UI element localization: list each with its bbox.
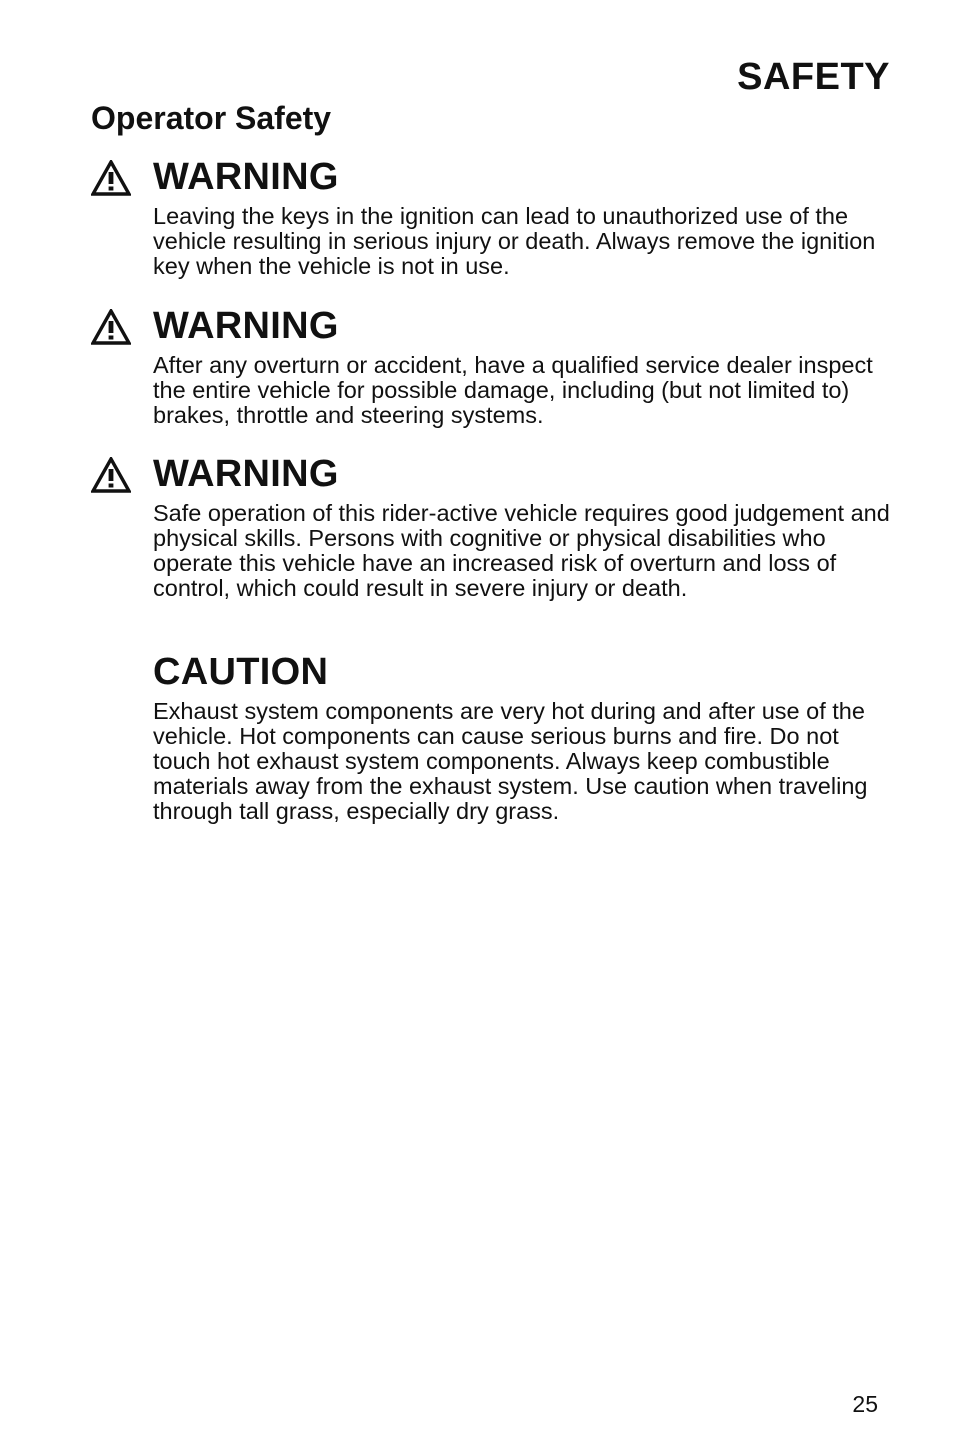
notice-body: Leaving the keys in the ignition can lead to unauthorized use of the vehicle resulting in serious injury or death. Always remove the ignition key when the vehicle is not in use.	[153, 203, 876, 279]
notice-header	[91, 651, 891, 693]
section-title: Operator Safety	[91, 100, 332, 136]
page-number: 25	[852, 1391, 878, 1417]
notice-body: Safe operation of this rider-active vehicle requires good judgement and physical skills. Persons with cognitive or physical disabilities who operate this vehicle have an increased risk of overturn and loss of control, which could result in severe injury or death.	[153, 500, 890, 601]
warning-notice-2	[91, 305, 891, 428]
warning-triangle-icon	[91, 309, 131, 345]
notice-body: Exhaust system components are very hot during and after use of the vehicle. Hot components can cause serious burns and fire. Do not touch hot exhaust system components. Always keep combustible materials away from the exhaust system. Use caution when traveling through tall grass, especially dry grass.	[153, 698, 868, 824]
notice-title: WARNING	[153, 305, 339, 347]
notice-body: After any overturn or accident, have a qualified service dealer inspect the entire vehicle for possible damage, including (but not limited to) brakes, throttle and steering systems.	[153, 352, 873, 428]
warning-triangle-icon	[91, 457, 131, 493]
page-header: SAFETY	[737, 56, 890, 98]
warning-notice-3	[91, 453, 891, 601]
notice-header	[91, 305, 891, 347]
caution-notice	[91, 651, 891, 824]
warning-notice-1	[91, 156, 891, 279]
notice-header	[91, 156, 891, 198]
notice-header	[91, 453, 891, 495]
notice-title: CAUTION	[153, 651, 329, 693]
notice-title: WARNING	[153, 453, 339, 495]
notice-title: WARNING	[153, 156, 339, 198]
warning-triangle-icon	[91, 160, 131, 196]
